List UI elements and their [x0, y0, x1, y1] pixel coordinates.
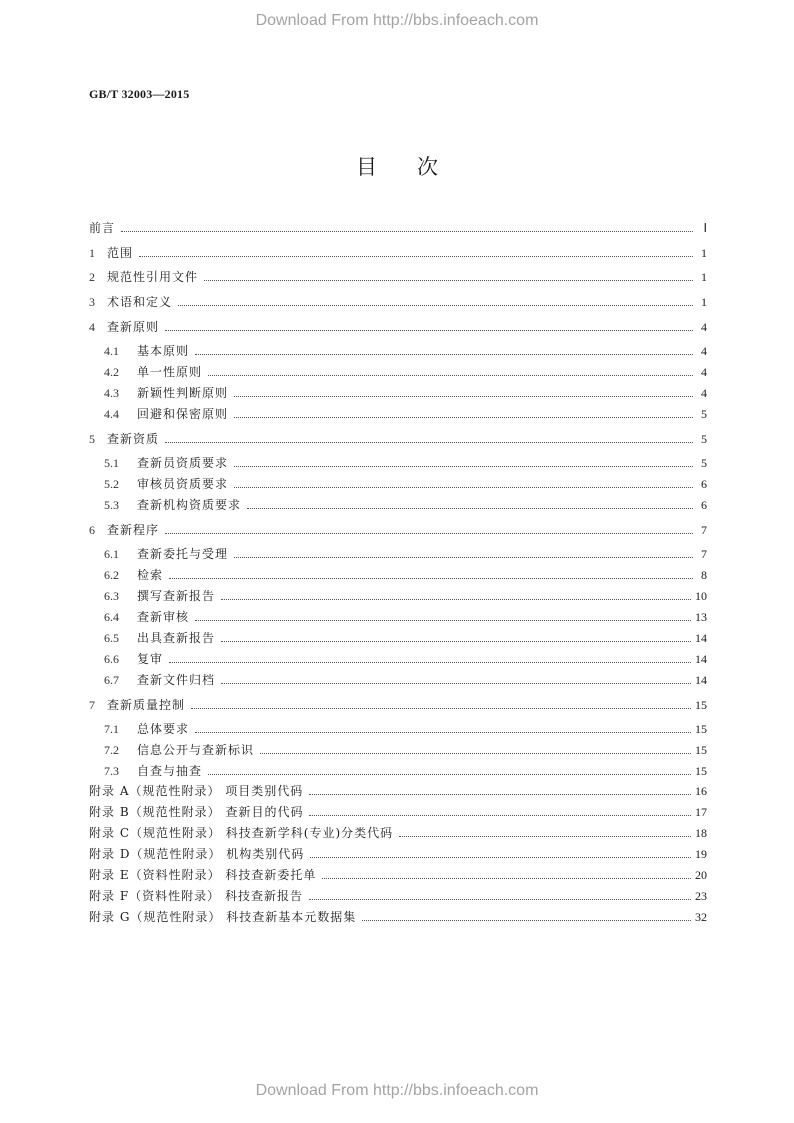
toc-entry-label: 查新委托与受理	[137, 547, 229, 561]
toc-leader-dots	[247, 508, 693, 509]
toc-entry[interactable]	[104, 543, 707, 561]
toc-entry-number: 7.3	[104, 764, 119, 778]
toc-entry-label: 检索	[137, 568, 164, 582]
toc-entry-number: 6.6	[104, 652, 119, 666]
toc-entry-page: 5	[701, 407, 707, 421]
toc-entry[interactable]	[89, 291, 707, 309]
toc-entry-page: 15	[695, 743, 707, 757]
toc-leader-dots	[362, 920, 691, 921]
toc-entry-page: 6	[701, 498, 707, 512]
toc-entry-page: 23	[695, 889, 707, 903]
toc-entry-number: 6	[89, 523, 95, 537]
toc-entry-number: 1	[89, 246, 95, 260]
toc-entry[interactable]	[89, 694, 707, 712]
toc-entry-page: 5	[701, 456, 707, 470]
toc-entry-number: 6.7	[104, 673, 119, 687]
toc-entry-page: 13	[695, 610, 707, 624]
toc-leader-dots	[221, 599, 691, 600]
watermark-bottom: Download From http://bbs.infoeach.com	[255, 1082, 539, 1099]
toc-leader-dots	[322, 878, 691, 879]
toc-entry-number: 4.1	[104, 344, 119, 358]
toc-leader-dots	[121, 231, 693, 232]
toc-entry[interactable]	[89, 217, 707, 235]
toc-entry-number: 5.3	[104, 498, 119, 512]
toc-entry-number: 4.4	[104, 407, 119, 421]
toc-entry-label: 查新资质	[107, 432, 160, 446]
toc-leader-dots	[234, 417, 693, 418]
toc-entry-page: 4	[701, 365, 707, 379]
toc-leader-dots	[221, 683, 691, 684]
toc-entry-page: 17	[695, 805, 707, 819]
toc-entry[interactable]	[104, 718, 707, 736]
toc-entry-number: 6.3	[104, 589, 119, 603]
toc-entry-label: 查新原则	[107, 320, 160, 334]
toc-entry[interactable]	[104, 403, 707, 421]
toc-leader-dots	[309, 794, 691, 795]
toc-leader-dots	[178, 305, 693, 306]
toc-entry-label: 前言	[89, 221, 116, 235]
toc-entry-number: 7	[89, 698, 95, 712]
toc-leader-dots	[169, 662, 691, 663]
toc-entry[interactable]	[89, 316, 707, 334]
toc-entry-page: 7	[701, 523, 707, 537]
toc-entry[interactable]	[89, 428, 707, 446]
toc-entry-number: 4.2	[104, 365, 119, 379]
toc-entry[interactable]	[89, 242, 707, 260]
toc-entry-page: 4	[701, 386, 707, 400]
toc-entry-page: 1	[701, 295, 707, 309]
toc-entry-page: 7	[701, 547, 707, 561]
toc-entry-page: 32	[695, 910, 707, 924]
toc-entry[interactable]	[104, 627, 707, 645]
toc-leader-dots	[234, 487, 693, 488]
toc-entry-label: 附录 D（规范性附录） 机构类别代码	[89, 847, 305, 861]
toc-entry[interactable]	[104, 494, 707, 512]
toc-entry-label: 单一性原则	[137, 365, 203, 379]
toc-leader-dots	[195, 732, 691, 733]
toc-leader-dots	[310, 857, 691, 858]
toc-entry[interactable]	[89, 266, 707, 284]
toc-entry-page: 1	[701, 246, 707, 260]
toc-entry-label: 查新质量控制	[107, 698, 186, 712]
toc-entry[interactable]	[89, 864, 707, 882]
standard-number: GB/T 32003—2015	[89, 87, 190, 101]
toc-entry[interactable]	[89, 822, 707, 840]
toc-entry-page: 15	[695, 764, 707, 778]
toc-entry-page: 8	[701, 568, 707, 582]
toc-entry-label: 出具查新报告	[137, 631, 216, 645]
toc-entry-number: 6.2	[104, 568, 119, 582]
toc-leader-dots	[309, 899, 691, 900]
toc-entry-number: 3	[89, 295, 95, 309]
toc-entry-page: 14	[695, 673, 707, 687]
toc-entry-page: 10	[695, 589, 707, 603]
toc-entry[interactable]	[104, 760, 707, 778]
toc-entry-page: 14	[695, 631, 707, 645]
toc-leader-dots	[234, 396, 693, 397]
toc-entry-page: 18	[695, 826, 707, 840]
toc-entry[interactable]	[104, 739, 707, 757]
toc-entry[interactable]	[104, 361, 707, 379]
toc-entry-label: 附录 E（资料性附录） 科技查新委托单	[89, 868, 317, 882]
watermark-top: Download From http://bbs.infoeach.com	[255, 12, 539, 29]
toc-entry[interactable]	[104, 473, 707, 491]
toc-entry-page: 4	[701, 344, 707, 358]
toc-entry[interactable]	[89, 519, 707, 537]
toc-entry-label: 信息公开与查新标识	[137, 743, 255, 757]
toc-leader-dots	[169, 578, 693, 579]
toc-entry[interactable]	[104, 606, 707, 624]
toc-entry-label: 查新员资质要求	[137, 456, 229, 470]
toc-leader-dots	[208, 774, 691, 775]
toc-leader-dots	[234, 557, 693, 558]
toc-leader-dots	[208, 375, 693, 376]
toc-entry[interactable]	[89, 780, 707, 798]
toc-entry-label: 附录 A（规范性附录） 项目类别代码	[89, 784, 304, 798]
toc-entry[interactable]	[104, 564, 707, 582]
toc-entry[interactable]	[104, 585, 707, 603]
toc-leader-dots	[399, 836, 691, 837]
toc-entry-label: 基本原则	[137, 344, 190, 358]
toc-entry-label: 附录 C（规范性附录） 科技查新学科(专业)分类代码	[89, 826, 394, 840]
toc-entry-page: 20	[695, 868, 707, 882]
toc-entry-label: 查新程序	[107, 523, 160, 537]
toc-entry-label: 查新审核	[137, 610, 190, 624]
toc-leader-dots	[234, 466, 693, 467]
toc-entry-label: 附录 G（规范性附录） 科技查新基本元数据集	[89, 910, 357, 924]
toc-entry-page: 5	[701, 432, 707, 446]
toc-entry-number: 5.1	[104, 456, 119, 470]
toc-entry[interactable]	[104, 340, 707, 358]
toc-leader-dots	[165, 533, 693, 534]
toc-entry-label: 审核员资质要求	[137, 477, 229, 491]
toc-leader-dots	[204, 280, 693, 281]
toc-entry[interactable]	[104, 382, 707, 400]
toc-entry-page: 6	[701, 477, 707, 491]
toc-entry-label: 查新机构资质要求	[137, 498, 242, 512]
toc-entry[interactable]	[104, 452, 707, 470]
toc-entry-number: 5	[89, 432, 95, 446]
toc-entry-label: 附录 F（资料性附录） 科技查新报告	[89, 889, 303, 903]
toc-entry-number: 7.1	[104, 722, 119, 736]
toc-entry-label: 复审	[137, 652, 164, 666]
toc-entry[interactable]	[89, 843, 707, 861]
toc-entry[interactable]	[89, 906, 707, 924]
toc-entry[interactable]	[104, 648, 707, 666]
toc-entry-label: 回避和保密原则	[137, 407, 229, 421]
toc-entry-page: 16	[695, 784, 707, 798]
toc-leader-dots	[165, 442, 693, 443]
toc-entry-page: Ⅰ	[703, 221, 707, 235]
toc-entry-label: 撰写查新报告	[137, 589, 216, 603]
toc-entry-label: 自查与抽查	[137, 764, 203, 778]
toc-leader-dots	[195, 620, 691, 621]
toc-entry-number: 7.2	[104, 743, 119, 757]
toc-leader-dots	[165, 330, 693, 331]
toc-entry-number: 4	[89, 320, 95, 334]
toc-leader-dots	[260, 753, 691, 754]
toc-entry-number: 6.1	[104, 547, 119, 561]
toc-entry-label: 新颖性判断原则	[137, 386, 229, 400]
toc-entry-page: 4	[701, 320, 707, 334]
toc-entry[interactable]	[89, 885, 707, 903]
toc-entry-number: 4.3	[104, 386, 119, 400]
toc-entry-number: 6.5	[104, 631, 119, 645]
title-char-1: 目	[356, 155, 377, 179]
toc-leader-dots	[221, 641, 691, 642]
toc-entry-label: 规范性引用文件	[107, 270, 199, 284]
toc-entry[interactable]	[89, 801, 707, 819]
toc-entry-label: 总体要求	[137, 722, 190, 736]
toc-leader-dots	[139, 256, 693, 257]
toc-leader-dots	[309, 815, 691, 816]
toc-entry-page: 14	[695, 652, 707, 666]
toc-entry-label: 查新文件归档	[137, 673, 216, 687]
toc-entry-number: 5.2	[104, 477, 119, 491]
toc-entry-label: 附录 B（规范性附录） 查新目的代码	[89, 805, 304, 819]
toc-entry-page: 15	[695, 698, 707, 712]
title-char-2: 次	[417, 155, 438, 179]
toc-entry-number: 2	[89, 270, 95, 284]
toc-leader-dots	[195, 354, 693, 355]
toc-entry-number: 6.4	[104, 610, 119, 624]
toc-entry-page: 15	[695, 722, 707, 736]
toc-entry-label: 术语和定义	[107, 295, 173, 309]
toc-entry[interactable]	[104, 669, 707, 687]
toc-entry-label: 范围	[107, 246, 134, 260]
toc-entry-page: 19	[695, 847, 707, 861]
toc-leader-dots	[191, 708, 691, 709]
toc-entry-page: 1	[701, 270, 707, 284]
